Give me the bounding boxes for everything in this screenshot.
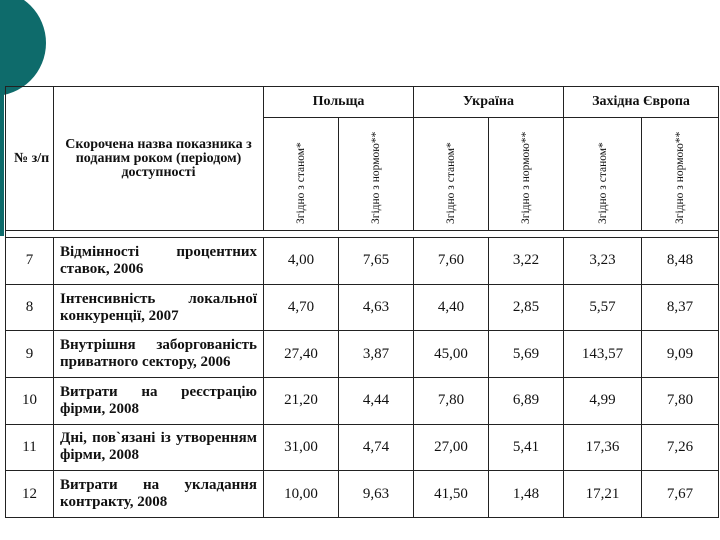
table-row: 11 Дні, пов`язані із утворенням фірми, 2008 31,00 4,74 27,00 5,41 17,36 7,26 [6, 424, 719, 471]
slide-corner-decoration [0, 0, 46, 96]
subheader-norm: Згідно з нормою** [370, 131, 382, 224]
indicator-table [5, 86, 718, 518]
table-row: 12 Витрати на укладання контракту, 2008 10,00 9,63 41,50 1,48 17,21 7,67 [6, 471, 719, 518]
subheader-state: Згідно з станом* [596, 142, 609, 224]
header-indicator-name: Скорочена назва показника з поданим роком (періодом) доступності [54, 87, 264, 231]
subheader-state: Згідно з станом* [445, 142, 458, 224]
table-row: 7 Відмінності процентних ставок, 2006 4,00 7,65 7,60 3,22 3,23 8,48 [6, 238, 719, 285]
header-number: № з/п [6, 87, 54, 231]
subheader-state: Згідно з станом* [295, 142, 307, 224]
table-row: 9 Внутрішня заборгованість приватного сектору, 2006 27,40 3,87 45,00 5,69 143,57 9,09 [6, 331, 719, 378]
table-row: 8 Інтенсивність локальної конкуренції, 2007 4,70 4,63 4,40 2,85 5,57 8,37 [6, 284, 719, 331]
subheader-norm: Згідно з нормою** [520, 131, 533, 224]
slide-left-bar [0, 86, 4, 236]
table-row: 10 Витрати на реєстрацію фірми, 2008 21,20 4,44 7,80 6,89 4,99 7,80 [6, 378, 719, 425]
header-country-ukraine: Україна [414, 87, 564, 118]
subheader-norm: Згідно з нормою** [674, 131, 687, 224]
header-country-western-europe: Західна Європа [564, 87, 719, 118]
header-country-poland: Польща [264, 87, 414, 118]
